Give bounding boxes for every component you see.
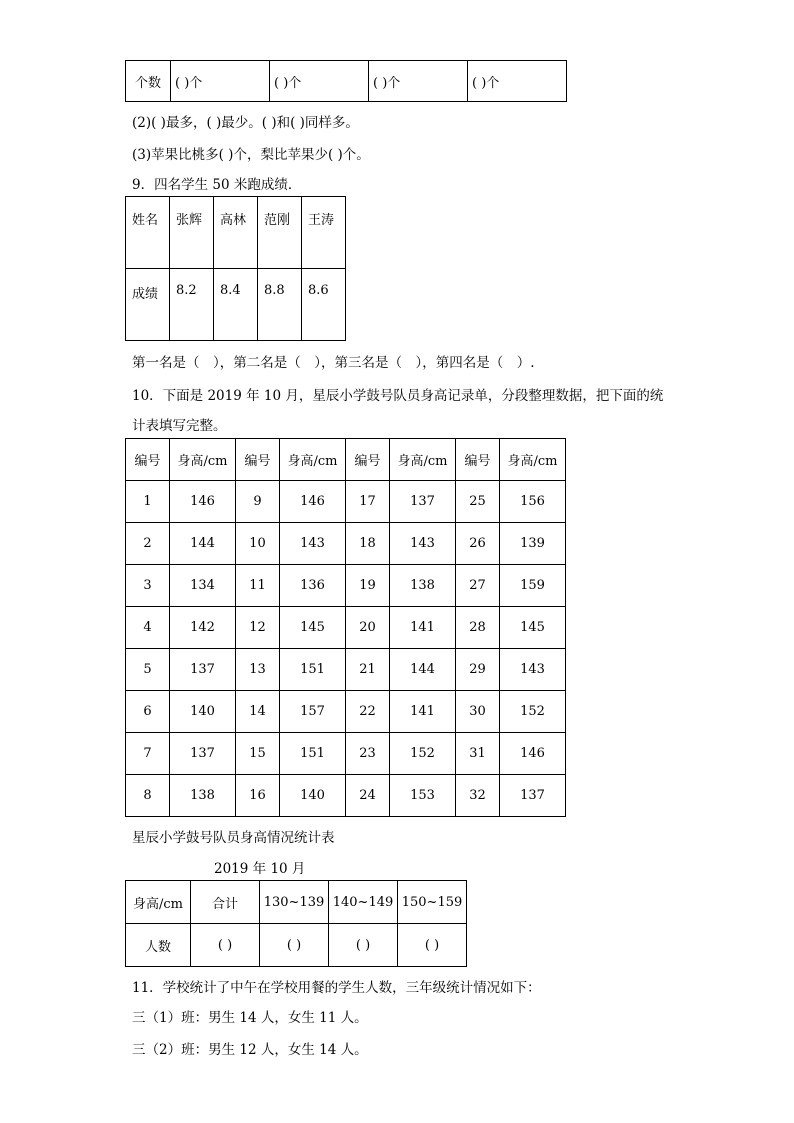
table-row (126, 197, 346, 269)
table-cell: 137 (170, 649, 236, 691)
column-header: 编号 (456, 439, 500, 481)
column-header: 身高/cm (390, 439, 456, 481)
column-header: 编号 (236, 439, 280, 481)
table-cell: 152 (500, 691, 566, 733)
table-cell: 146 (170, 481, 236, 523)
table-cell: 134 (170, 565, 236, 607)
table-cell: 24 (346, 775, 390, 817)
table-cell: 16 (236, 775, 280, 817)
table-cell: 13 (236, 649, 280, 691)
question-line: (3)苹果比桃多( )个，梨比苹果少( )个。 (132, 147, 370, 163)
table-cell: 8.4 (214, 269, 258, 341)
table-row (126, 523, 566, 565)
table-cell: 9 (236, 481, 280, 523)
table-cell: 1 (126, 481, 170, 523)
table-cell: 137 (500, 775, 566, 817)
table-cell: 26 (456, 523, 500, 565)
table-cell: 141 (390, 691, 456, 733)
table-row (126, 733, 566, 775)
table-cell: 157 (280, 691, 346, 733)
table-header-row (126, 439, 566, 481)
table-cell: 29 (456, 649, 500, 691)
row-header: 姓名 (126, 197, 170, 269)
table-cell: 144 (170, 523, 236, 565)
table-cell: 146 (500, 733, 566, 775)
answer-cell: ( )个 (171, 61, 270, 102)
stat-table-date: 2019 年 10 月 (214, 861, 306, 877)
table-cell: 151 (280, 649, 346, 691)
column-header: 身高/cm (126, 881, 191, 924)
table-cell: 8.2 (170, 269, 214, 341)
table-row (126, 481, 566, 523)
question-line: 三（2）班：男生 12 人，女生 14 人。 (132, 1042, 368, 1058)
table-cell: 137 (390, 481, 456, 523)
column-header: 身高/cm (280, 439, 346, 481)
row-header: 人数 (126, 924, 191, 967)
table-cell: 25 (456, 481, 500, 523)
table-cell: 142 (170, 607, 236, 649)
question-line: 三（1）班：男生 14 人，女生 11 人。 (132, 1010, 368, 1026)
answer-cell: ( )个 (270, 61, 369, 102)
table-cell: 146 (280, 481, 346, 523)
row-header: 个数 (126, 61, 171, 102)
table-cell: 15 (236, 733, 280, 775)
table-cell: 141 (390, 607, 456, 649)
column-header: 编号 (346, 439, 390, 481)
table-cell: 23 (346, 733, 390, 775)
table-cell: 19 (346, 565, 390, 607)
table-cell: 5 (126, 649, 170, 691)
table-cell: 高林 (214, 197, 258, 269)
table-row (126, 691, 566, 733)
table-cell: 8 (126, 775, 170, 817)
table-cell: 张辉 (170, 197, 214, 269)
question-line: (2)( )最多，( )最少。( )和( )同样多。 (132, 115, 359, 131)
table-cell: 28 (456, 607, 500, 649)
question-line: 第一名是（ ），第二名是（ ），第三名是（ ），第四名是（ ）. (132, 355, 535, 371)
table-row (126, 924, 467, 967)
table-cell: 范刚 (258, 197, 302, 269)
table-cell: 10 (236, 523, 280, 565)
table-header-row (126, 881, 467, 924)
table-cell: 139 (500, 523, 566, 565)
table-row (126, 269, 346, 341)
table-cell: 153 (390, 775, 456, 817)
table-cell: 20 (346, 607, 390, 649)
table-cell: 2 (126, 523, 170, 565)
row-header: 成绩 (126, 269, 170, 341)
answer-cell: ( ) (398, 924, 467, 967)
table-cell: 3 (126, 565, 170, 607)
table-cell: 143 (390, 523, 456, 565)
running-score-table (125, 196, 346, 341)
table-row (126, 649, 566, 691)
table-cell: 140 (170, 691, 236, 733)
column-header: 150~159 (398, 881, 467, 924)
table-row (126, 607, 566, 649)
column-header: 130~139 (260, 881, 329, 924)
table-cell: 156 (500, 481, 566, 523)
table-row (126, 61, 567, 102)
answer-cell: ( )个 (369, 61, 468, 102)
table-cell: 27 (456, 565, 500, 607)
table-cell: 136 (280, 565, 346, 607)
table-cell: 138 (170, 775, 236, 817)
table-cell: 21 (346, 649, 390, 691)
height-record-table (125, 438, 566, 817)
question-title: 9．四名学生 50 米跑成绩． (132, 177, 302, 193)
table-cell: 18 (346, 523, 390, 565)
column-header: 140~149 (329, 881, 398, 924)
answer-cell: ( ) (191, 924, 260, 967)
table-cell: 8.8 (258, 269, 302, 341)
answer-cell: ( ) (260, 924, 329, 967)
table-cell: 143 (500, 649, 566, 691)
table-row (126, 565, 566, 607)
table-cell: 138 (390, 565, 456, 607)
table-cell: 137 (170, 733, 236, 775)
table-cell: 145 (280, 607, 346, 649)
table-cell: 22 (346, 691, 390, 733)
table-cell: 143 (280, 523, 346, 565)
table-cell: 14 (236, 691, 280, 733)
table-cell: 王涛 (302, 197, 346, 269)
table-cell: 17 (346, 481, 390, 523)
question-title: 10．下面是 2019 年 10 月，星辰小学鼓号队员身高记录单，分段整理数据，把下面的统 (132, 388, 664, 404)
table-cell: 30 (456, 691, 500, 733)
table-cell: 7 (126, 733, 170, 775)
table-cell: 12 (236, 607, 280, 649)
question-line: 计表填写完整。 (132, 418, 227, 434)
table-cell: 144 (390, 649, 456, 691)
table-cell: 4 (126, 607, 170, 649)
table-cell: 159 (500, 565, 566, 607)
column-header: 身高/cm (500, 439, 566, 481)
table-cell: 6 (126, 691, 170, 733)
table-cell: 145 (500, 607, 566, 649)
table-row (126, 775, 566, 817)
table-cell: 140 (280, 775, 346, 817)
answer-cell: ( )个 (468, 61, 567, 102)
column-header: 身高/cm (170, 439, 236, 481)
table-cell: 8.6 (302, 269, 346, 341)
table-cell: 31 (456, 733, 500, 775)
table-cell: 152 (390, 733, 456, 775)
table-cell: 151 (280, 733, 346, 775)
stat-table-title: 星辰小学鼓号队员身高情况统计表 (132, 830, 335, 846)
fruit-count-table (125, 60, 567, 102)
question-title: 11．学校统计了中午在学校用餐的学生人数，三年级统计情况如下： (132, 980, 541, 996)
table-cell: 11 (236, 565, 280, 607)
answer-cell: ( ) (329, 924, 398, 967)
column-header: 合计 (191, 881, 260, 924)
table-cell: 32 (456, 775, 500, 817)
height-stat-table (125, 880, 467, 967)
column-header: 编号 (126, 439, 170, 481)
